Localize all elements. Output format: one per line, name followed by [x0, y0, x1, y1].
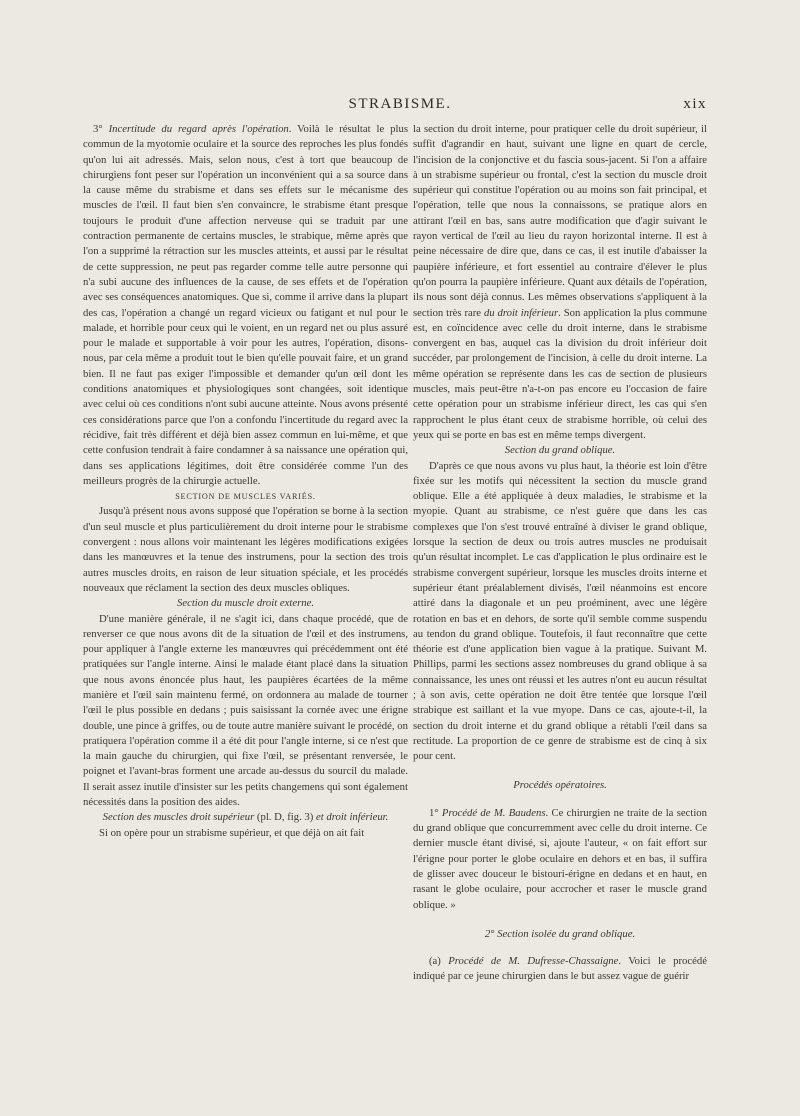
- section-heading: Section du muscle droit externe.: [176, 597, 315, 610]
- paragraph: 1° Procédé de M. Baudens. Ce chirurgien ne traite de la section du grand oblique que concurremment avec celle du droit interne. Ce dernier muscle étant divisé, si, ajoute l'auteur, « on fait effort sur l'érigne pour porter le globe oculaire en dehors et en bas, il suffira de glisser avec douceur le bistouri-érigne en dedans et en haut, en rasant le globe oculaire, pour accrocher et raser le muscle grand oblique. »: [413, 806, 707, 911]
- paragraph: Jusqu'à présent nous avons supposé que l'opération se borne à la section d'un seul muscle et plus particulièrement du droit interne pour le strabisme convergent : nous allons voir maintenant les légères modifications exigées dans les manœuvres et la tenue des instrumens, pour la section des trois autres muscles droits, en raison de leur situation spéciale, et les procédés nouveaux que réclament la section des deux muscles obliques.: [83, 505, 408, 594]
- section-heading: Section des muscles droit supérieur (pl. D, fig. 3) et droit inférieur.: [102, 811, 389, 824]
- right-column: [413, 122, 707, 985]
- section-heading: SECTION DE MUSCLES VARIÉS.: [175, 492, 316, 502]
- paragraph: D'après ce que nous avons vu plus haut, la théorie est loin d'être fixée sur les motifs qui nécessitent la section du muscle grand oblique. Elle a été appliquée à deux maladies, le strabisme et la myopie. Quant au strabisme, ce n'est guère que dans les cas complexes que l'on s'est trouvé entraîné à diviser le grand oblique, lorsque la section de deux ou trois autres muscles ne produisait qu'un résultat incomplet. Le cas d'application le plus ordinaire est le strabisme convergent supérieur, lorsque les muscles droits interne et supérieur étant préalablement divisés, l'œil néanmoins est encore attiré dans la diagonale et un peu proéminent, avec une légère rotation en bas et en dehors, de sorte qu'il semble comme suspendu au tendon du grand oblique. Toutefois, il faut reconnaître que cette théorie est d'une application bien vague à la pratique. Suivant M. Phillips, parmi les sections assez nombreuses du grand oblique à sa connaissance, les unes ont réussi et les autres n'ont eu aucun résultat ; à son avis, cette opération ne doit être tentée que lorsque l'œil strabique est saillant et la vue myope. Dans ce cas, ajoute-t-il, la section du droit interne et du grand oblique a rétabli l'œil dans sa rectitude. La proportion de ce genre de strabisme est de cinq à six pour cent.: [413, 459, 707, 763]
- page-number: xix: [683, 96, 707, 112]
- paragraph: Si on opère pour un strabisme supérieur, et que déjà on ait fait: [99, 826, 365, 839]
- section-heading: Section du grand oblique.: [504, 444, 616, 457]
- left-column: [83, 122, 408, 841]
- page-title: STRABISME.: [348, 96, 452, 112]
- paragraph: D'une manière générale, il ne s'agit ici, dans chaque procédé, que de renverser ce que nous avons dit de la situation de l'œil et des instrumens, pour appliquer à l'angle externe les manœuvres qui précédemment ont été pratiquées sur l'angle interne. Ainsi le malade étant placé dans la situation que nous avons énoncée plus haut, les paupières écartées de la même manière et l'œil sain maintenu fermé, on ordonnera au malade de tourner l'œil le plus possible en dedans ; puis saisissant la cornée avec une érigne double, une pince à griffes, ou de toute autre manière suivant le procédé, on pratiquera l'opération comme il a été dit pour l'angle interne, si ce n'est que la main gauche du chirurgien, qui fixe l'œil, se présentant renversée, le poignet et l'avant-bras forment une arcade au-dessus du sourcil du malade. Il serait assez inutile d'insister sur les petits changemens qui sont également nécessités dans la position des aides.: [83, 612, 408, 809]
- paragraph: (a) Procédé de M. Dufresse-Chassaigne. Voici le procédé indiqué par ce jeune chirurgien dans le but assez vague de guérir: [413, 955, 707, 983]
- paragraph: 3° Incertitude du regard après l'opération. Voilà le résultat le plus commun de la myotomie oculaire et la source des reproches les plus fondés qu'on lui ait adressés. Mais, selon nous, c'est à tort que beaucoup de chirurgiens font peser sur l'opération un inconvénient qui a sa source dans la cause même du strabisme et dans ses effets sur le mécanisme des muscles de l'œil. Il faut bien s'en convaincre, le strabisme étant presque toujours le produit d'une affection nerveuse qui se traduit par une contraction permanente de certains muscles, le strabique, même après que l'on a supprimé la rétraction sur les muscles atteints, et aussi par le résultat de cette suppression, ne peut pas regarder comme telle autre personne qui n'a subi aucune des influences de la cause, de ses effets et de l'opération avec ses conséquences anatomiques. Que si, comme il arrive dans la plupart des cas, l'opération a changé un regard vicieux ou fatigant et nul pour le malade, et horrible pour ceux qui le voient, en un regard net ou plus assuré pour le malade et supportable à voir pour les autres, l'opération, disons-nous, par cela même a produit tout le bien qu'elle pouvait faire, et un grand bien. Il ne faut pas exiger l'impossible et demander qu'un œil dont les conditions anatomiques et physiologiques sont changées, soit identique avec celui où ces conditions n'ont subi aucune atteinte. Nous avons présenté ces considérations parce que l'on a confondu l'incertitude du regard avec la récidive, fait très différent et déjà bien assez commun en lui-même, et que cette confusion tendrait à faire condamner à sa naissance une opération qui, dans ses applications légitimes, doit être considérée comme l'un des meilleurs progrès de la chirurgie actuelle.: [83, 123, 408, 487]
- paragraph: la section du droit interne, pour pratiquer celle du droit supérieur, il suffit d'agrandir en haut, suivant une ligne en quart de cercle, l'incision de la conjonctive et du fascia sous-jacent. Si l'on a affaire à un strabisme supérieur ou frontal, c'est la section du muscle droit supérieur qui constitue l'opération ou au moins son fait principal, et l'opération, telle que nous la connaissons, se pratique alors en attirant l'œil en bas, sans autre modification que d'agir suivant le rayon vertical de l'œil au lieu du rayon horizontal interne. Il est à peine nécessaire de dire que, dans ce cas, il est inutile d'abaisser la paupière inférieure, et fort essentiel au contraire d'élever le plus qu'on pourra la paupière inférieure. Quant aux détails de l'opération, ils nous sont déjà connus. Les mêmes observations s'appliquent à la section très rare du droit inférieur. Son application la plus commune est, en coïncidence avec celle du droit interne, dans le strabisme convergent en bas, auquel cas la division du droit inférieur doit succéder, par prolongement de l'incision, à celle du droit interne. La même opération se représente dans les cas de section de plusieurs muscles, mais peut-être n'a-t-on pas encore eu l'occasion de faire cette opération pour un strabisme inférieur direct, les cas qui s'en rapprochent le plus étant ceux de strabisme horrible, où celui des yeux qui se porte en bas est en même temps divergent.: [413, 123, 707, 441]
- running-head: [0, 96, 800, 118]
- section-heading: 2° Section isolée du grand oblique.: [484, 927, 636, 940]
- section-heading: Procédés opératoires.: [513, 779, 607, 792]
